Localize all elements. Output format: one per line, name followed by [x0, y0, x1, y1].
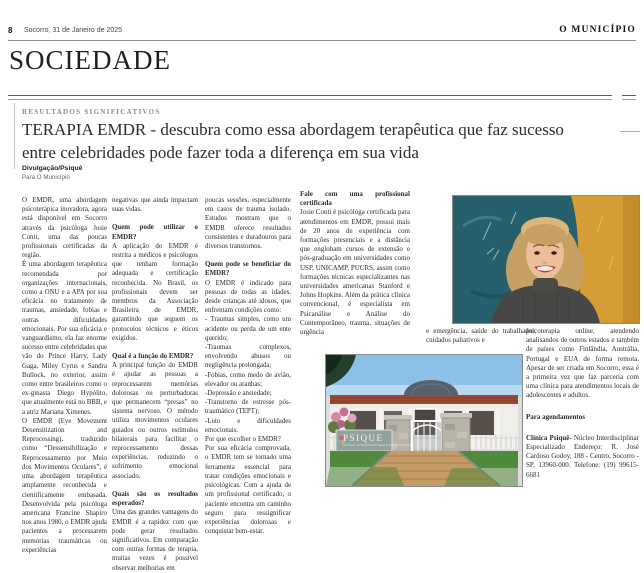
contact-info: Endereço: R. José Cardoso Godoy, 188 - Centro, Socorro - SP, 13960-000. Telefone: (19) 99615-6681 — [526, 443, 639, 479]
paragraph: poucas sessões, especialmente em casos de trauma isolado. Estudos mostram que o EMDR oferece resultados consistentes e duradouros para diversos transtornos. — [205, 197, 291, 251]
paragraph: A principal função do EMDR é ajudar as pessoas a reprocessarem memórias dolorosas ou perturbadoras que permanecem “presas” no sistema nervoso. O método utiliza movimentos oculares guiados ou outros estímulos bilaterais para facilitar o reprocessamento dessas experiências, reduzindo o sofrimento emocional associado. — [112, 362, 198, 480]
paragraph: negativas que ainda impactam suas vidas. — [112, 197, 198, 214]
paragraph: É uma abordagem terapêutica recomendada por organizações internacionais, como a ONU e a APA por sua eficácia no tratamento de traumas, ansiedade, fobias e outras dificuldades emocionais. Por sua eficácia e vanguardismo, ela faz enorme sucesso entre celebridades que vão do Prince Harry, Lady Gaga, Miley Cyrus e Sandra Bullock, no exterior, assim como entre brasileiros como o ex-ginasta Diego Hypólito, que atualmente está no BBB, e a atriz Mariana Ximenes. — [22, 261, 107, 416]
article-column-6 — [526, 327, 639, 497]
paragraph: e emergência, saúde do trabalhador, cuidados paliativos e — [426, 327, 536, 345]
date-line: Socorro, 31 de Janeiro de 2025 — [24, 26, 123, 34]
paragraph: psicoterapia online, atendendo analisandos de outros estados e também de países como Finlândia, Austrália, Portugal e EUA de forma remota. Apesar de ser criada em Socorro, essa é a primeira vez que faz parceria com uma clínica para atendimentos locais de adolescentes e adultos. — [526, 327, 639, 400]
article-column-1 — [22, 196, 107, 554]
byline-credit: Divulgação/Psiquê — [22, 165, 83, 172]
section-divider-rule — [8, 95, 612, 100]
contact-name: Clínica Psiquê — [526, 433, 570, 442]
list-item: -Transtorno de estresse pós-traumático (TEPT); — [205, 399, 291, 416]
subheading: Para agendamentos — [526, 412, 585, 421]
paragraph: Por que escolher o EMDR? — [205, 436, 281, 444]
psique-sign-subtext: NÚCLEO INTERDISCIPLINAR ESPECIALIZADO — [343, 444, 412, 447]
list-item: -Fobias, como medo de avião, elevador ou aranhas; — [205, 371, 291, 388]
portrait-illustration — [453, 196, 639, 323]
portrait-photo — [452, 195, 640, 324]
list-item: -Luto e dificuldades emocionais. — [205, 417, 291, 434]
subheading: Qual é a função do EMDR? — [112, 353, 194, 361]
subheading: Fale com uma profissional certificada — [300, 190, 410, 208]
subheading: Quem pode se beneficiar do EMDR? — [205, 261, 291, 278]
article-column-5 — [426, 327, 536, 349]
paragraph: O EMDR é indicado para pessoas de todas as idades, desde crianças até idosos, que enfrentam condições como: — [205, 279, 291, 315]
article-headline: TERAPIA EMDR - descubra como essa abordagem terapêutica que faz sucesso entre celebridades pode fazer toda a diferença em sua vida — [22, 120, 564, 162]
article-column-3 — [205, 196, 291, 536]
kicker-left-bar — [14, 103, 15, 169]
paragraph: Por sua eficácia comprovada, o EMDR tem se tornado uma ferramenta essencial para tratar condições emocionais e psicológicas. Com a ajuda de um profissional certificado, o paciente encontra um caminho seguro para ressignificar experiências dolorosas e conquistar bem-estar. — [205, 445, 291, 536]
paragraph: O EMDR, uma abordagem psicoterápica inovadora, agora está disponível em Socorro através da psicóloga Josie Conti, uma das poucas profissionais certificadas da região. — [22, 197, 107, 260]
paragraph: Josie Conti é psicóloga certificada para atendimentos em EMDR, possui mais de 20 anos de experiência com formações presenciais e a distância que englobam cursos de extensão e pós-graduação em universidades como USP, UNICAMP, PUCRS, assim como formações técnicas especializantes nas universidades americanas Stanford e Johns Hopkins. Além da prática clínica convencional, é especialista em Psicanálise e Análise do Contemporâneo, trauma, situações de urgência — [300, 208, 410, 337]
section-divider-rule-end — [622, 95, 636, 100]
article-kicker: RESULTADOS SIGNIFICATIVOS — [22, 108, 161, 116]
subheading: Quais são os resultados esperados? — [112, 490, 198, 508]
list-item: - Traumas simples, como um acidente ou perda de um ente querido; — [205, 316, 291, 342]
margin-dash — [620, 131, 640, 132]
byline-for: Para O Município — [22, 174, 70, 181]
subheading: Quem pode utilizar o EMDR? — [112, 224, 198, 241]
article-column-2 — [112, 196, 198, 572]
article-column-4 — [300, 190, 410, 355]
paragraph: O EMDR (Eye Movement Desensitization and Reprocessing), traduzido como “Dessensibilização e Reprocessamento por Meio dos Movimentos Oculares”, é uma abordagem terapêutica amplamente reconhecida e cientificamente embasada. Desenvolvida pela psicóloga americana Francine Shapiro nos anos 1980, o EMDR ajuda pacientes a processarem memórias traumáticas ou experiências — [22, 417, 107, 554]
newspaper-masthead: O MUNICÍPIO — [559, 25, 636, 35]
list-item: -Depressão e ansiedade; — [205, 390, 272, 398]
header-rule — [8, 40, 636, 41]
page-number: 8 — [8, 26, 13, 35]
clinic-photo — [325, 354, 523, 487]
contact-block — [526, 434, 639, 480]
contact-desc: - Núcleo Interdisciplinar Especializado — [526, 433, 639, 452]
list-item: -Traumas complexos, envolvendo abusos ou negligência prolongada; — [205, 344, 291, 370]
psique-sign-text: PSIQUE — [343, 433, 384, 443]
clinic-illustration — [326, 355, 522, 486]
section-title: SOCIEDADE — [9, 45, 171, 75]
paragraph: Uma das grandes vantagens do EMDR é a rapidez com que pode gerar resultados significativos. Em comparação com outras formas de terapia, muitas vezes é possível observar melhorias em — [112, 509, 198, 572]
paragraph: A aplicação do EMDR é restrita a médicos e psicólogos que tenham formação adequada e certificação reconhecida. No Brasil, os profissionais devem ser membros da Associação Brasileira de EMDR, garantindo que seguem os protocolos técnicos e éticos exigidos. — [112, 242, 198, 342]
